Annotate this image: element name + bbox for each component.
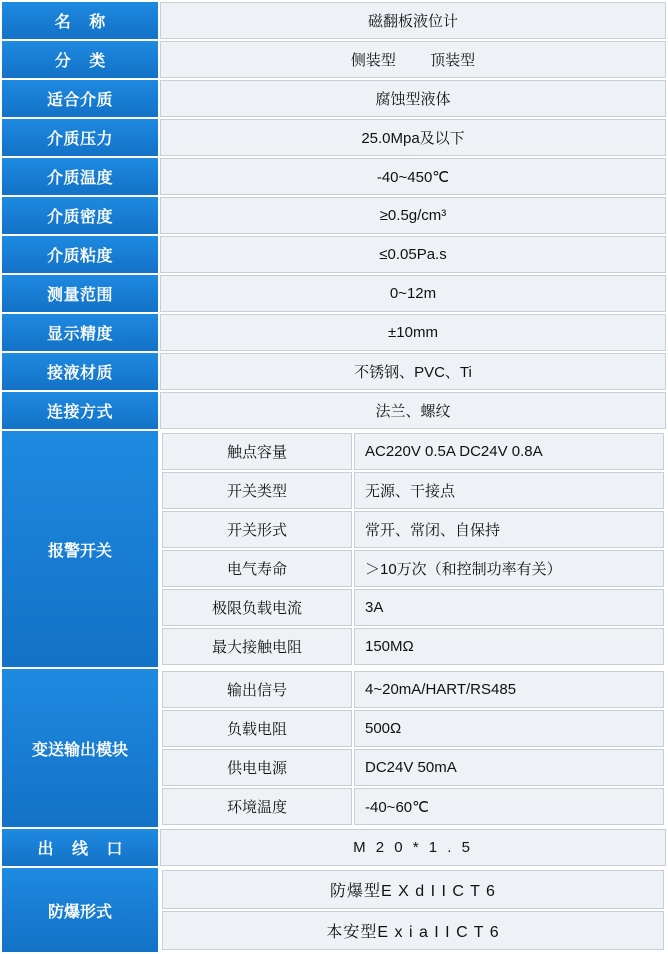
sub-label-electrical-life: 电气寿命 bbox=[162, 550, 352, 587]
row-value-wetted-material: 不锈钢、PVC、Ti bbox=[160, 353, 666, 390]
table-row bbox=[2, 314, 666, 351]
sub-value-switch-type: 无源、干接点 bbox=[354, 472, 664, 509]
sub-value-max-contact-resistance: 150MΩ bbox=[354, 628, 664, 665]
table-row bbox=[2, 2, 666, 39]
table-row bbox=[162, 710, 664, 747]
table-row bbox=[2, 353, 666, 390]
alarm-switch-subtable bbox=[160, 431, 666, 667]
row-label-viscosity: 介质粘度 bbox=[2, 236, 158, 273]
sub-label-switch-type: 开关类型 bbox=[162, 472, 352, 509]
transmitter-module-subtable bbox=[160, 669, 666, 827]
sub-label-limit-load-current: 极限负载电流 bbox=[162, 589, 352, 626]
sub-label-output-signal: 输出信号 bbox=[162, 671, 352, 708]
row-label-category: 分 类 bbox=[2, 41, 158, 78]
group-label-explosion-proof: 防爆形式 bbox=[2, 868, 158, 952]
row-value-cable-outlet: M 2 0 * 1 . 5 bbox=[160, 829, 666, 866]
row-value-density: ≥0.5g/cm³ bbox=[160, 197, 666, 234]
table-row bbox=[162, 749, 664, 786]
row-value-accuracy: ±10mm bbox=[160, 314, 666, 351]
group-content-transmitter-module bbox=[160, 669, 666, 827]
category-option-side: 侧装型 bbox=[350, 52, 396, 69]
table-row bbox=[162, 671, 664, 708]
row-value-connection: 法兰、螺纹 bbox=[160, 392, 666, 429]
sub-value-limit-load-current: 3A bbox=[354, 589, 664, 626]
table-row bbox=[162, 433, 664, 470]
table-row bbox=[2, 236, 666, 273]
table-row bbox=[162, 589, 664, 626]
row-value-name: 磁翻板液位计 bbox=[160, 2, 666, 39]
sub-label-ambient-temperature: 环境温度 bbox=[162, 788, 352, 825]
group-label-alarm-switch: 报警开关 bbox=[2, 431, 158, 667]
sub-label-load-resistance: 负载电阻 bbox=[162, 710, 352, 747]
table-row bbox=[2, 119, 666, 156]
sub-value-output-signal: 4~20mA/HART/RS485 bbox=[354, 671, 664, 708]
row-value-viscosity: ≤0.05Pa.s bbox=[160, 236, 666, 273]
row-label-cable-outlet: 出 线 口 bbox=[2, 829, 158, 866]
sub-label-power-supply: 供电电源 bbox=[162, 749, 352, 786]
sub-value-electrical-life: ＞10万次（和控制功率有关） bbox=[354, 550, 664, 587]
sub-value-load-resistance: 500Ω bbox=[354, 710, 664, 747]
row-value-category bbox=[160, 41, 666, 78]
row-label-pressure: 介质压力 bbox=[2, 119, 158, 156]
row-label-medium: 适合介质 bbox=[2, 80, 158, 117]
table-row bbox=[2, 392, 666, 429]
table-row bbox=[2, 197, 666, 234]
row-label-wetted-material: 接液材质 bbox=[2, 353, 158, 390]
row-label-connection: 连接方式 bbox=[2, 392, 158, 429]
table-body bbox=[2, 2, 666, 952]
category-option-top: 顶装型 bbox=[430, 52, 476, 69]
table-row bbox=[162, 628, 664, 665]
row-value-pressure: 25.0Mpa及以下 bbox=[160, 119, 666, 156]
table-row bbox=[2, 80, 666, 117]
row-value-medium: 腐蚀型液体 bbox=[160, 80, 666, 117]
table-row bbox=[2, 275, 666, 312]
table-row-group-explosion-proof bbox=[2, 868, 666, 952]
row-value-temperature: -40~450℃ bbox=[160, 158, 666, 195]
group-content-alarm-switch bbox=[160, 431, 666, 667]
table-row-group-alarm-switch bbox=[2, 431, 666, 667]
table-row-group-transmitter-module bbox=[2, 669, 666, 827]
table-row bbox=[162, 870, 664, 909]
sub-value-power-supply: DC24V 50mA bbox=[354, 749, 664, 786]
row-label-accuracy: 显示精度 bbox=[2, 314, 158, 351]
table-row bbox=[162, 511, 664, 548]
sub-value-explosion-proof-type: 防爆型E X d I I C T 6 bbox=[162, 870, 664, 909]
sub-value-intrinsic-safety-type: 本安型E x i a I I C T 6 bbox=[162, 911, 664, 950]
table-row bbox=[2, 829, 666, 866]
row-label-name: 名 称 bbox=[2, 2, 158, 39]
row-label-temperature: 介质温度 bbox=[2, 158, 158, 195]
group-label-transmitter-module: 变送输出模块 bbox=[2, 669, 158, 827]
table-row bbox=[2, 158, 666, 195]
sub-label-switch-form: 开关形式 bbox=[162, 511, 352, 548]
table-row bbox=[162, 550, 664, 587]
row-label-range: 测量范围 bbox=[2, 275, 158, 312]
table-row bbox=[162, 911, 664, 950]
table-row bbox=[162, 472, 664, 509]
table-row bbox=[162, 788, 664, 825]
group-content-explosion-proof bbox=[160, 868, 666, 952]
sub-value-switch-form: 常开、常闭、自保持 bbox=[354, 511, 664, 548]
table-row bbox=[2, 41, 666, 78]
sub-value-contact-capacity: AC220V 0.5A DC24V 0.8A bbox=[354, 433, 664, 470]
sub-label-max-contact-resistance: 最大接触电阻 bbox=[162, 628, 352, 665]
row-value-range: 0~12m bbox=[160, 275, 666, 312]
row-label-density: 介质密度 bbox=[2, 197, 158, 234]
sub-value-ambient-temperature: -40~60℃ bbox=[354, 788, 664, 825]
sub-label-contact-capacity: 触点容量 bbox=[162, 433, 352, 470]
explosion-proof-subtable bbox=[160, 868, 666, 952]
